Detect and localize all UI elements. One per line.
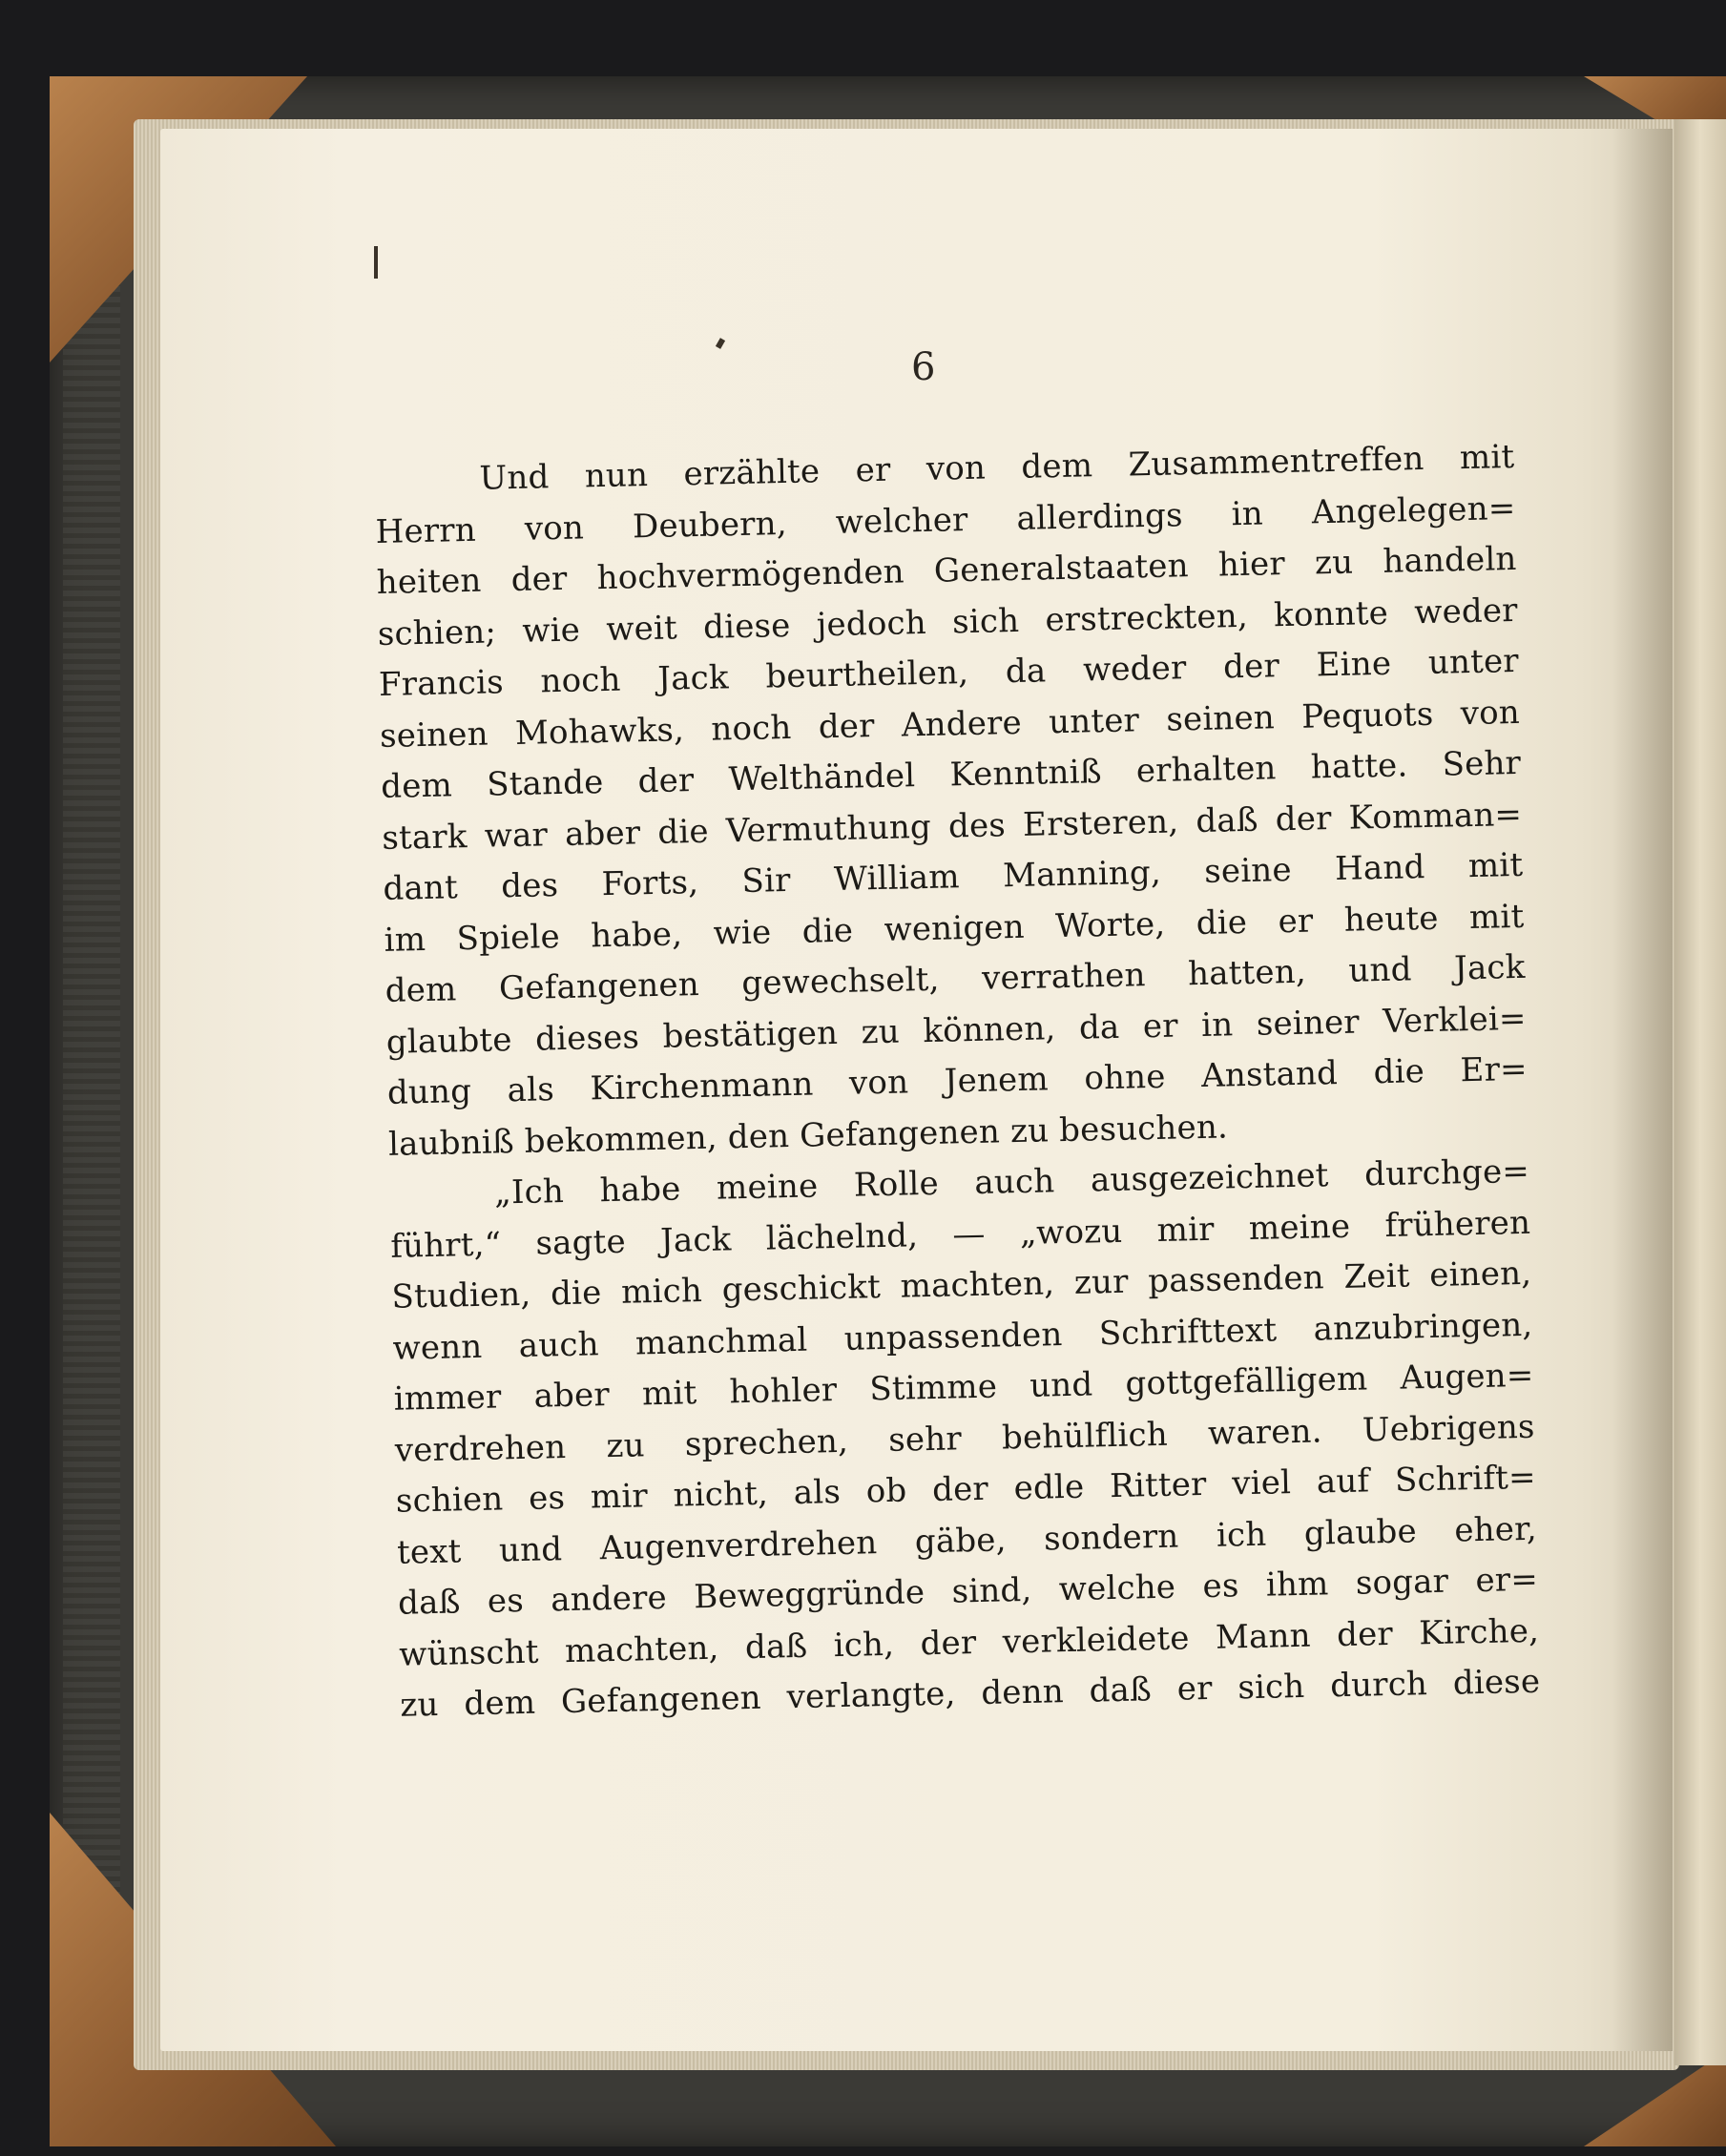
text-line: immer aber mit hohler Stimme und gottgefälligem Augen=	[393, 1356, 1534, 1419]
text-line: Herrn von Deubern, welcher allerdings in Angelegen=	[375, 488, 1516, 551]
text-line: stark war aber die Vermuthung des Ersteren, daß der Komman=	[381, 795, 1523, 858]
text-line: führt,“ sagte Jack lächelnd, — „wozu mir meine früheren	[389, 1203, 1531, 1266]
gutter-shadow	[1612, 129, 1673, 2051]
text-line: wünscht machten, daß ich, der verkleidete Mann der Kirche,	[398, 1611, 1540, 1674]
text-line: Francis noch Jack beurtheilen, da weder der Eine unter	[378, 641, 1520, 704]
text-line: schien; wie weit diese jedoch sich erstreckten, konnte weder	[377, 591, 1519, 653]
ink-mark	[374, 246, 378, 279]
text-line: wenn auch manchmal unpassenden Schrifttext anzubringen,	[392, 1305, 1533, 1368]
text-line: glaubte dieses bestätigen zu können, da er in seiner Verklei=	[385, 999, 1528, 1062]
facing-page-edge	[1674, 119, 1726, 2065]
page-text	[374, 432, 1543, 1839]
page-number: 6	[911, 345, 936, 389]
text-line: zu dem Gefangenen verlangte, denn daß er sich durch diese	[400, 1662, 1541, 1725]
text-line: im Spiele habe, wie die wenigen Worte, die er heute mit	[384, 897, 1525, 960]
text-line: laubniß bekommen, den Gefangenen zu besuchen.	[387, 1107, 1229, 1164]
text-line: text und Augenverdrehen gäbe, sondern ich glaube eher,	[396, 1509, 1538, 1572]
text-line: daß es andere Beweggründe sind, welche es ihm sogar er=	[397, 1560, 1539, 1623]
text-line: heiten der hochvermögenden Generalstaaten hier zu handeln	[376, 539, 1517, 602]
text-line: Studien, die mich geschickt machten, zur passenden Zeit einen,	[391, 1254, 1532, 1316]
text-line: „Ich habe meine Rolle auch ausgezeichnet durchge=	[493, 1151, 1530, 1213]
text-line: dant des Forts, Sir William Manning, seine Hand mit	[383, 845, 1524, 908]
text-line: dung als Kirchenmann von Jenem ohne Anstand die Er=	[386, 1049, 1528, 1112]
text-line: dem Stande der Welthändel Kenntniß erhalten hatte. Sehr	[380, 743, 1522, 806]
text-line: Und nun erzählte er von dem Zusammentreffen mit	[479, 437, 1515, 498]
text-line: dem Gefangenen gewechselt, verrathen hatten, und Jack	[385, 947, 1526, 1010]
text-line: verdrehen zu sprechen, sehr behülflich waren. Uebrigens	[394, 1407, 1535, 1470]
text-line: seinen Mohawks, noch der Andere unter seinen Pequots von	[379, 693, 1521, 756]
text-line: schien es mir nicht, als ob der edle Ritter viel auf Schrift=	[395, 1458, 1537, 1521]
